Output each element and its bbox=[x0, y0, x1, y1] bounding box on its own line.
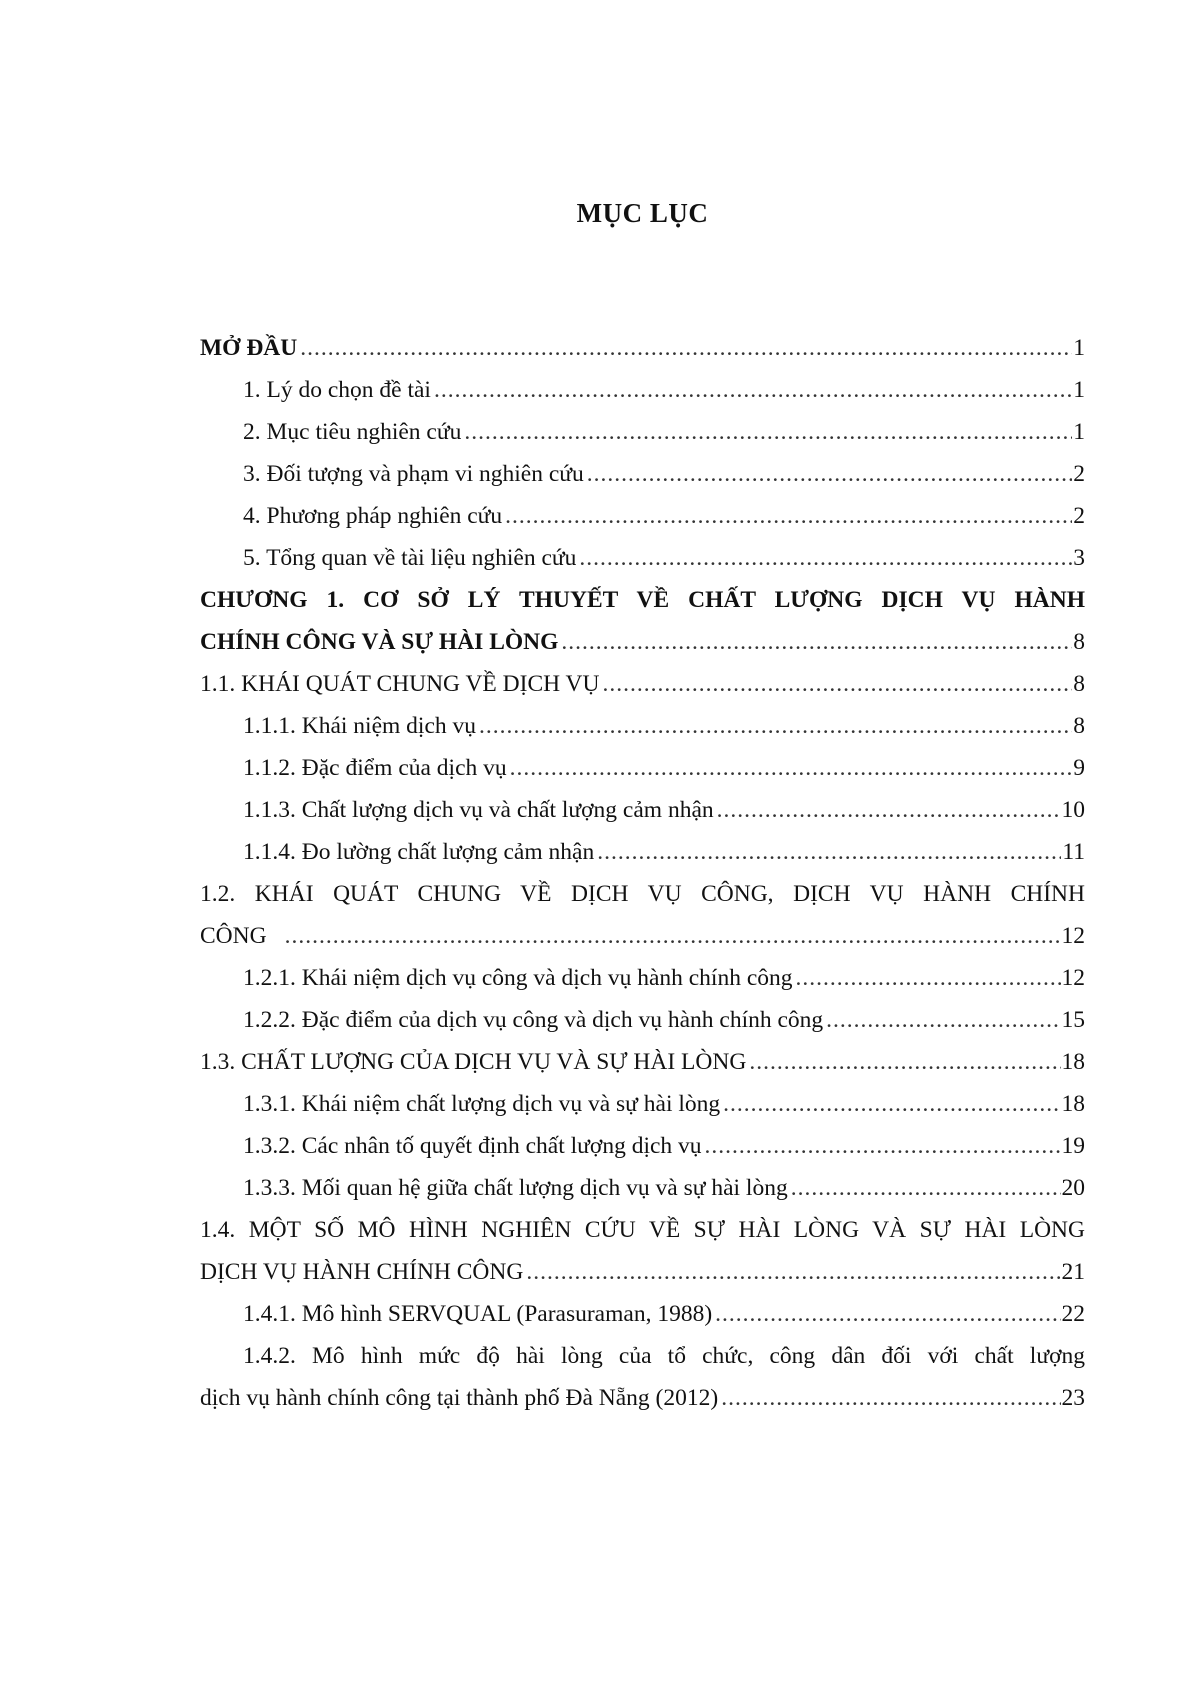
toc-page-number: 18 bbox=[1061, 1049, 1085, 1075]
toc-entry-text: 1.1.2. Đặc điểm của dịch vụ bbox=[243, 755, 507, 781]
toc-entry-text: 1. Lý do chọn đề tài bbox=[243, 377, 431, 403]
toc-entry-1-2[interactable] bbox=[200, 879, 1085, 951]
toc-entry-1-1-3[interactable] bbox=[243, 795, 1085, 825]
toc-page-number: 1 bbox=[1073, 335, 1085, 361]
toc-page-number: 8 bbox=[1073, 713, 1085, 739]
toc-page-number: 3 bbox=[1073, 545, 1085, 571]
toc-page-number: 19 bbox=[1061, 1133, 1085, 1159]
leader-dots bbox=[749, 1047, 1060, 1077]
toc-page-number: 1 bbox=[1073, 377, 1085, 403]
toc-entry-text-line1: 1.2. KHÁI QUÁT CHUNG VỀ DỊCH VỤ CÔNG, DỊCH VỤ HÀNH CHÍNH bbox=[200, 881, 1085, 907]
leader-dots bbox=[526, 1257, 1060, 1287]
leader-dots bbox=[587, 459, 1073, 489]
toc-page-number: 20 bbox=[1061, 1175, 1085, 1201]
leader-dots bbox=[723, 1089, 1060, 1119]
toc-page-number: 15 bbox=[1061, 1007, 1085, 1033]
toc-entry-text: 1.3.2. Các nhân tố quyết định chất lượng dịch vụ bbox=[243, 1133, 702, 1159]
toc-entry-text: 1.2.2. Đặc điểm của dịch vụ công và dịch vụ hành chính công bbox=[243, 1007, 824, 1033]
leader-dots bbox=[791, 1173, 1061, 1203]
toc-entry-1-3-1[interactable] bbox=[243, 1089, 1085, 1119]
leader-dots bbox=[597, 837, 1061, 867]
toc-entry-1-1-1[interactable] bbox=[243, 711, 1085, 741]
page-title: MỤC LỤC bbox=[576, 198, 709, 228]
toc-entry-text: 1.2.1. Khái niệm dịch vụ công và dịch vụ hành chính công bbox=[243, 965, 793, 991]
toc-entry-1-1-4[interactable] bbox=[243, 837, 1085, 867]
toc-entry-1-3[interactable] bbox=[200, 1047, 1085, 1077]
toc-entry-text: 1.3.3. Mối quan hệ giữa chất lượng dịch vụ và sự hài lòng bbox=[243, 1175, 788, 1201]
toc-entry-text: 1.1.4. Đo lường chất lượng cảm nhận bbox=[243, 839, 595, 865]
toc-page-number: 22 bbox=[1061, 1301, 1085, 1327]
toc-entry-3[interactable] bbox=[243, 459, 1085, 489]
toc-page-number: 12 bbox=[1061, 965, 1085, 991]
leader-dots bbox=[505, 501, 1072, 531]
toc-entry-text: 1.1.3. Chất lượng dịch vụ và chất lượng cảm nhận bbox=[243, 797, 714, 823]
toc-entry-1-3-3[interactable] bbox=[243, 1173, 1085, 1203]
toc-entry-text: 5. Tổng quan về tài liệu nghiên cứu bbox=[243, 545, 577, 571]
toc-entry-text-line1: CHƯƠNG 1. CƠ SỞ LÝ THUYẾT VỀ CHẤT LƯỢNG DỊCH VỤ HÀNH bbox=[200, 587, 1085, 613]
toc-page-number: 11 bbox=[1062, 839, 1085, 865]
toc-entry-1-4-1[interactable] bbox=[243, 1299, 1085, 1329]
toc-entry-text: 1.3.1. Khái niệm chất lượng dịch vụ và sự hài lòng bbox=[243, 1091, 721, 1117]
leader-dots bbox=[717, 795, 1061, 825]
leader-dots bbox=[705, 1131, 1061, 1161]
leader-dots bbox=[479, 711, 1072, 741]
toc-entry-text: 1.1.1. Khái niệm dịch vụ bbox=[243, 713, 477, 739]
toc-entry-1-3-2[interactable] bbox=[243, 1131, 1085, 1161]
toc-entry-text: 3. Đối tượng và phạm vi nghiên cứu bbox=[243, 461, 584, 487]
toc-page-number: 8 bbox=[1073, 629, 1085, 655]
leader-dots bbox=[721, 1383, 1060, 1413]
toc-page-number: 12 bbox=[1061, 923, 1085, 949]
leader-dots bbox=[285, 921, 1061, 951]
toc-entry-text-line1: 1.4. MỘT SỐ MÔ HÌNH NGHIÊN CỨU VỀ SỰ HÀI LÒNG VÀ SỰ HÀI LÒNG bbox=[200, 1217, 1085, 1243]
toc-page-number: 9 bbox=[1073, 755, 1085, 781]
toc-entry-text: CHÍNH CÔNG VÀ SỰ HÀI LÒNG bbox=[200, 629, 559, 655]
toc-entry-chuong-1[interactable] bbox=[200, 585, 1085, 657]
leader-dots bbox=[561, 627, 1072, 657]
leader-dots bbox=[796, 963, 1061, 993]
toc-entry-2[interactable] bbox=[243, 417, 1085, 447]
toc-entry-1-1[interactable] bbox=[200, 669, 1085, 699]
toc-entry-5[interactable] bbox=[243, 543, 1085, 573]
leader-dots bbox=[434, 375, 1072, 405]
toc-page-number: 18 bbox=[1061, 1091, 1085, 1117]
toc-page-number: 23 bbox=[1061, 1385, 1085, 1411]
leader-dots bbox=[464, 417, 1072, 447]
toc-entry-text: DỊCH VỤ HÀNH CHÍNH CÔNG bbox=[200, 1259, 524, 1285]
leader-dots bbox=[715, 1299, 1060, 1329]
leader-dots bbox=[510, 753, 1073, 783]
toc-page-number: 2 bbox=[1073, 503, 1085, 529]
toc-entry-text: 2. Mục tiêu nghiên cứu bbox=[243, 419, 462, 445]
toc-entry-text: 4. Phương pháp nghiên cứu bbox=[243, 503, 503, 529]
toc-page-number: 1 bbox=[1073, 419, 1085, 445]
toc-page-number: 8 bbox=[1073, 671, 1085, 697]
toc-entry-text-line1: 1.4.2. Mô hình mức độ hài lòng của tổ chức, công dân đối với chất lượng bbox=[243, 1343, 1085, 1369]
leader-dots bbox=[579, 543, 1072, 573]
toc-entry-text: 1.3. CHẤT LƯỢNG CỦA DỊCH VỤ VÀ SỰ HÀI LÒNG bbox=[200, 1049, 747, 1075]
toc-page-number: 21 bbox=[1061, 1259, 1085, 1285]
toc-entry-text: 1.4.1. Mô hình SERVQUAL (Parasuraman, 1988) bbox=[243, 1301, 713, 1327]
toc-entry-text: CÔNG bbox=[200, 923, 267, 949]
toc-entry-4[interactable] bbox=[243, 501, 1085, 531]
toc-entry-mo-dau[interactable] bbox=[200, 333, 1085, 363]
toc-entry-text: MỞ ĐẦU bbox=[200, 335, 298, 361]
toc-page-number: 10 bbox=[1061, 797, 1085, 823]
toc-entry-text: 1.1. KHÁI QUÁT CHUNG VỀ DỊCH VỤ bbox=[200, 671, 600, 697]
toc-entry-1-2-1[interactable] bbox=[243, 963, 1085, 993]
toc-entry-1-4[interactable] bbox=[200, 1215, 1085, 1287]
toc-entry-1-2-2[interactable] bbox=[243, 1005, 1085, 1035]
toc-entry-text: dịch vụ hành chính công tại thành phố Đà Nẵng (2012) bbox=[200, 1385, 719, 1411]
leader-dots bbox=[826, 1005, 1060, 1035]
toc-entry-1-1-2[interactable] bbox=[243, 753, 1085, 783]
leader-dots bbox=[603, 669, 1073, 699]
toc-page-number: 2 bbox=[1073, 461, 1085, 487]
toc-entry-1[interactable] bbox=[243, 375, 1085, 405]
leader-dots bbox=[300, 333, 1072, 363]
toc-entry-1-4-2[interactable] bbox=[200, 1341, 1085, 1413]
